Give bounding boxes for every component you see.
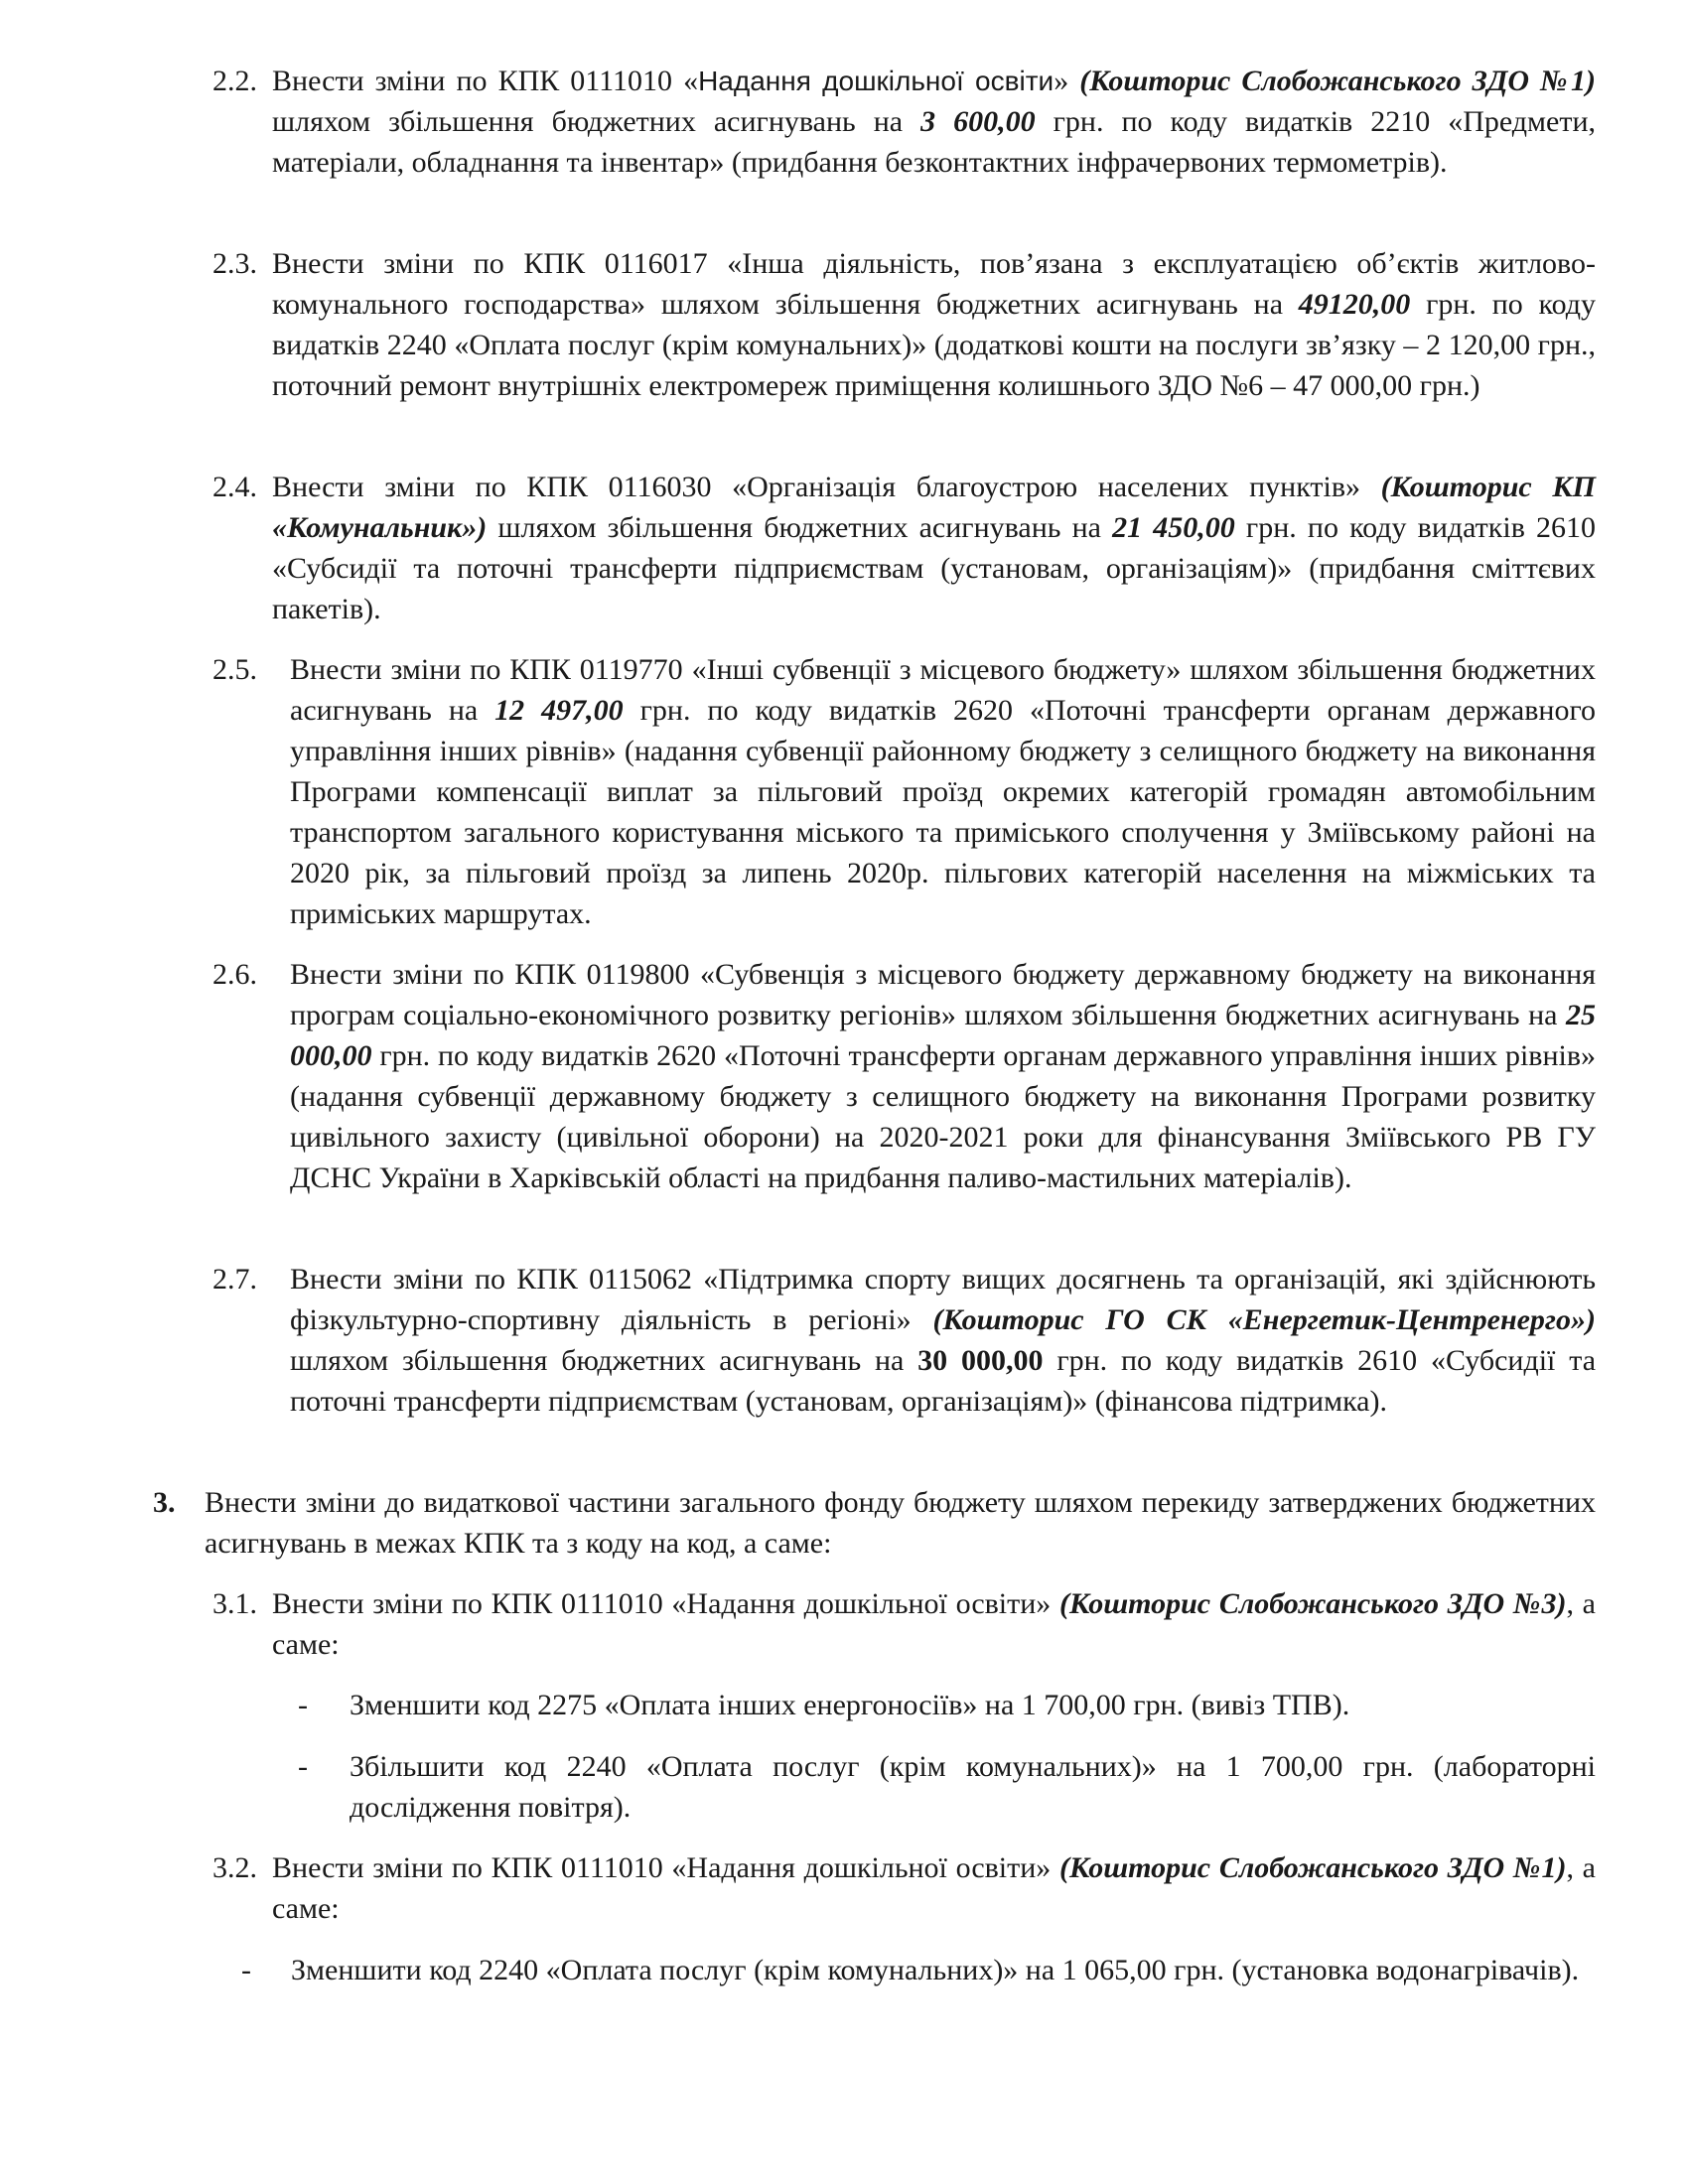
text-run: Внести зміни по КПК 0119800 «Субвенція з місцевого бюджету державному бюджету на виконання програм соціально-економічного розвитку регіонів» шляхом збільшення бюджетних асигнувань на bbox=[290, 958, 1596, 1031]
item-number: 2.3. bbox=[212, 247, 257, 280]
list-item bbox=[212, 954, 1596, 1198]
item-text bbox=[272, 1583, 1596, 1665]
text-run: грн. по коду видатків 2240 «Оплата послуг (крім комунальних)» (додаткові кошти на послуги зв’язку – 2 120,00 грн., поточний ремонт внутрішніх електромереж приміщення колишнього ЗДО №6 – 47 000,00 грн.) bbox=[272, 288, 1596, 402]
text-run: Внести зміни до видаткової частини загального фонду бюджету шляхом перекиду затверджених бюджетних асигнувань в межах КПК та з коду на код, а саме: bbox=[205, 1486, 1596, 1560]
item-text bbox=[272, 61, 1596, 183]
text-run: (Кошторис КП «Комунальник») bbox=[272, 471, 1596, 544]
item-text bbox=[272, 243, 1596, 406]
item-number: 3.1. bbox=[212, 1587, 257, 1620]
text-run: Зменшити код 2275 «Оплата інших енергоносіїв» на 1 700,00 грн. (вивіз ТПВ). bbox=[350, 1689, 1350, 1721]
text-run: Внести зміни по КПК 0111010 « bbox=[272, 65, 699, 97]
list-item bbox=[212, 1847, 1596, 1929]
list-item bbox=[212, 649, 1596, 934]
text-run: 25 000,00 bbox=[290, 999, 1596, 1072]
text-run: , а саме: bbox=[272, 1587, 1596, 1661]
text-run: грн. по коду видатків 2620 «Поточні трансферти органам державного управління інших рівнів» (надання субвенції державному бюджету з селищного бюджету на виконання Програми розвитку цивільного захисту (цивільної оборони) на 2020-2021 роки для фінансування Зміївського РВ ГУ ДСНС України в Харківській області на придбання паливо-мастильних матеріалів). bbox=[290, 1039, 1596, 1194]
text-run: (Кошторис Слобожанського ЗДО №1) bbox=[1079, 65, 1596, 97]
list-item bbox=[241, 1950, 1596, 1990]
text-run: 12 497,00 bbox=[494, 694, 624, 727]
text-run: Внести зміни по КПК 0111010 «Надання дошкільної освіти» bbox=[272, 1587, 1059, 1620]
text-run: Внести зміни по КПК 0115062 «Підтримка спорту вищих досягнень та організацій, які здійснюють фізкультурно-спортивну діяльність в регіоні» bbox=[290, 1263, 1596, 1336]
list-item bbox=[212, 1583, 1596, 1665]
text-run: (Кошторис Слобожанського ЗДО №1) bbox=[1059, 1851, 1567, 1884]
item-text bbox=[205, 1482, 1596, 1564]
text-run: грн. по коду видатків 2610 «Субсидії та поточні трансферти підприємствам (установам, організаціям)» (придбання сміттєвих пакетів). bbox=[272, 511, 1597, 625]
text-run: Внести зміни по КПК 0119770 «Інші субвенції з місцевого бюджету» шляхом збільшення бюджетних асигнувань на bbox=[290, 653, 1596, 727]
text-run: грн. по коду видатків 2620 «Поточні трансферти органам державного управління інших рівнів» (надання субвенції районному бюджету з селищного бюджету на виконання Програми компенсації виплат за пільговий проїзд окремих категорій громадян автомобільним транспортом загального користування міського та приміського сполучення у Зміївському районі на 2020 рік, за пільговий проїзд за липень 2020р. пільгових категорій населення на міжміських та приміських маршрутах. bbox=[290, 694, 1596, 930]
text-run: 30 000,00 bbox=[917, 1344, 1044, 1377]
item-text bbox=[350, 1746, 1596, 1828]
text-run: шляхом збільшення бюджетних асигнувань на bbox=[290, 1344, 918, 1377]
text-run: грн. по коду видатків 2610 «Субсидії та поточні трансферти підприємствам (установам, організаціям)» (фінансова підтримка). bbox=[290, 1344, 1597, 1418]
text-run: (Кошторис ГО СК «Енергетик-Центренерго») bbox=[932, 1303, 1596, 1336]
list-item bbox=[298, 1746, 1596, 1828]
text-run: Зменшити код 2240 «Оплата послуг (крім комунальних)» на 1 065,00 грн. (установка водонагрівачів). bbox=[291, 1954, 1580, 1986]
text-run: шляхом збільшення бюджетних асигнувань на bbox=[272, 105, 921, 138]
list-item bbox=[153, 1482, 1596, 1564]
text-run: » bbox=[1054, 65, 1080, 97]
list-item bbox=[212, 1259, 1596, 1422]
item-number: - bbox=[241, 1954, 251, 1986]
text-run: шляхом збільшення бюджетних асигнувань на bbox=[487, 511, 1113, 544]
item-text bbox=[272, 467, 1596, 629]
text-run: Внести зміни по КПК 0116030 «Організація благоустрою населених пунктів» bbox=[272, 471, 1381, 503]
item-text bbox=[350, 1685, 1596, 1725]
item-text bbox=[290, 649, 1596, 934]
text-run: 3 600,00 bbox=[920, 105, 1036, 138]
item-number: 2.5. bbox=[212, 653, 257, 686]
text-run: Внести зміни по КПК 0111010 «Надання дошкільної освіти» bbox=[272, 1851, 1059, 1884]
item-text bbox=[290, 954, 1596, 1198]
item-number: 2.7. bbox=[212, 1263, 257, 1296]
list-item bbox=[212, 243, 1596, 406]
list-item bbox=[212, 61, 1596, 183]
item-number: - bbox=[298, 1689, 308, 1721]
text-run: Внести зміни по КПК 0116017 «Інша діяльність, пов’язана з експлуатацією об’єктів житлово-комунального господарства» шляхом збільшення бюджетних асигнувань на bbox=[272, 247, 1596, 321]
item-text bbox=[272, 1847, 1596, 1929]
text-run: , а саме: bbox=[272, 1851, 1596, 1925]
text-run: (Кошторис Слобожанського ЗДО №3) bbox=[1059, 1587, 1567, 1620]
text-run: 49120,00 bbox=[1298, 288, 1411, 321]
item-number: 3. bbox=[153, 1486, 176, 1519]
text-run: Збільшити код 2240 «Оплата послуг (крім комунальних)» на 1 700,00 грн. (лабораторні дослідження повітря). bbox=[350, 1750, 1596, 1824]
list-item bbox=[298, 1685, 1596, 1725]
item-number: - bbox=[298, 1750, 308, 1783]
text-run: Надання дошкільної освіти bbox=[698, 66, 1055, 96]
item-number: 2.6. bbox=[212, 958, 257, 991]
item-text bbox=[290, 1259, 1596, 1422]
text-run: грн. по коду видатків 2210 «Предмети, матеріали, обладнання та інвентар» (придбання безконтактних інфрачервоних термометрів). bbox=[272, 105, 1597, 179]
text-run: 21 450,00 bbox=[1112, 511, 1235, 544]
item-number: 3.2. bbox=[212, 1851, 257, 1884]
item-text bbox=[291, 1950, 1596, 1990]
item-number: 2.4. bbox=[212, 471, 257, 503]
item-number: 2.2. bbox=[212, 65, 257, 97]
list-item bbox=[212, 467, 1596, 629]
